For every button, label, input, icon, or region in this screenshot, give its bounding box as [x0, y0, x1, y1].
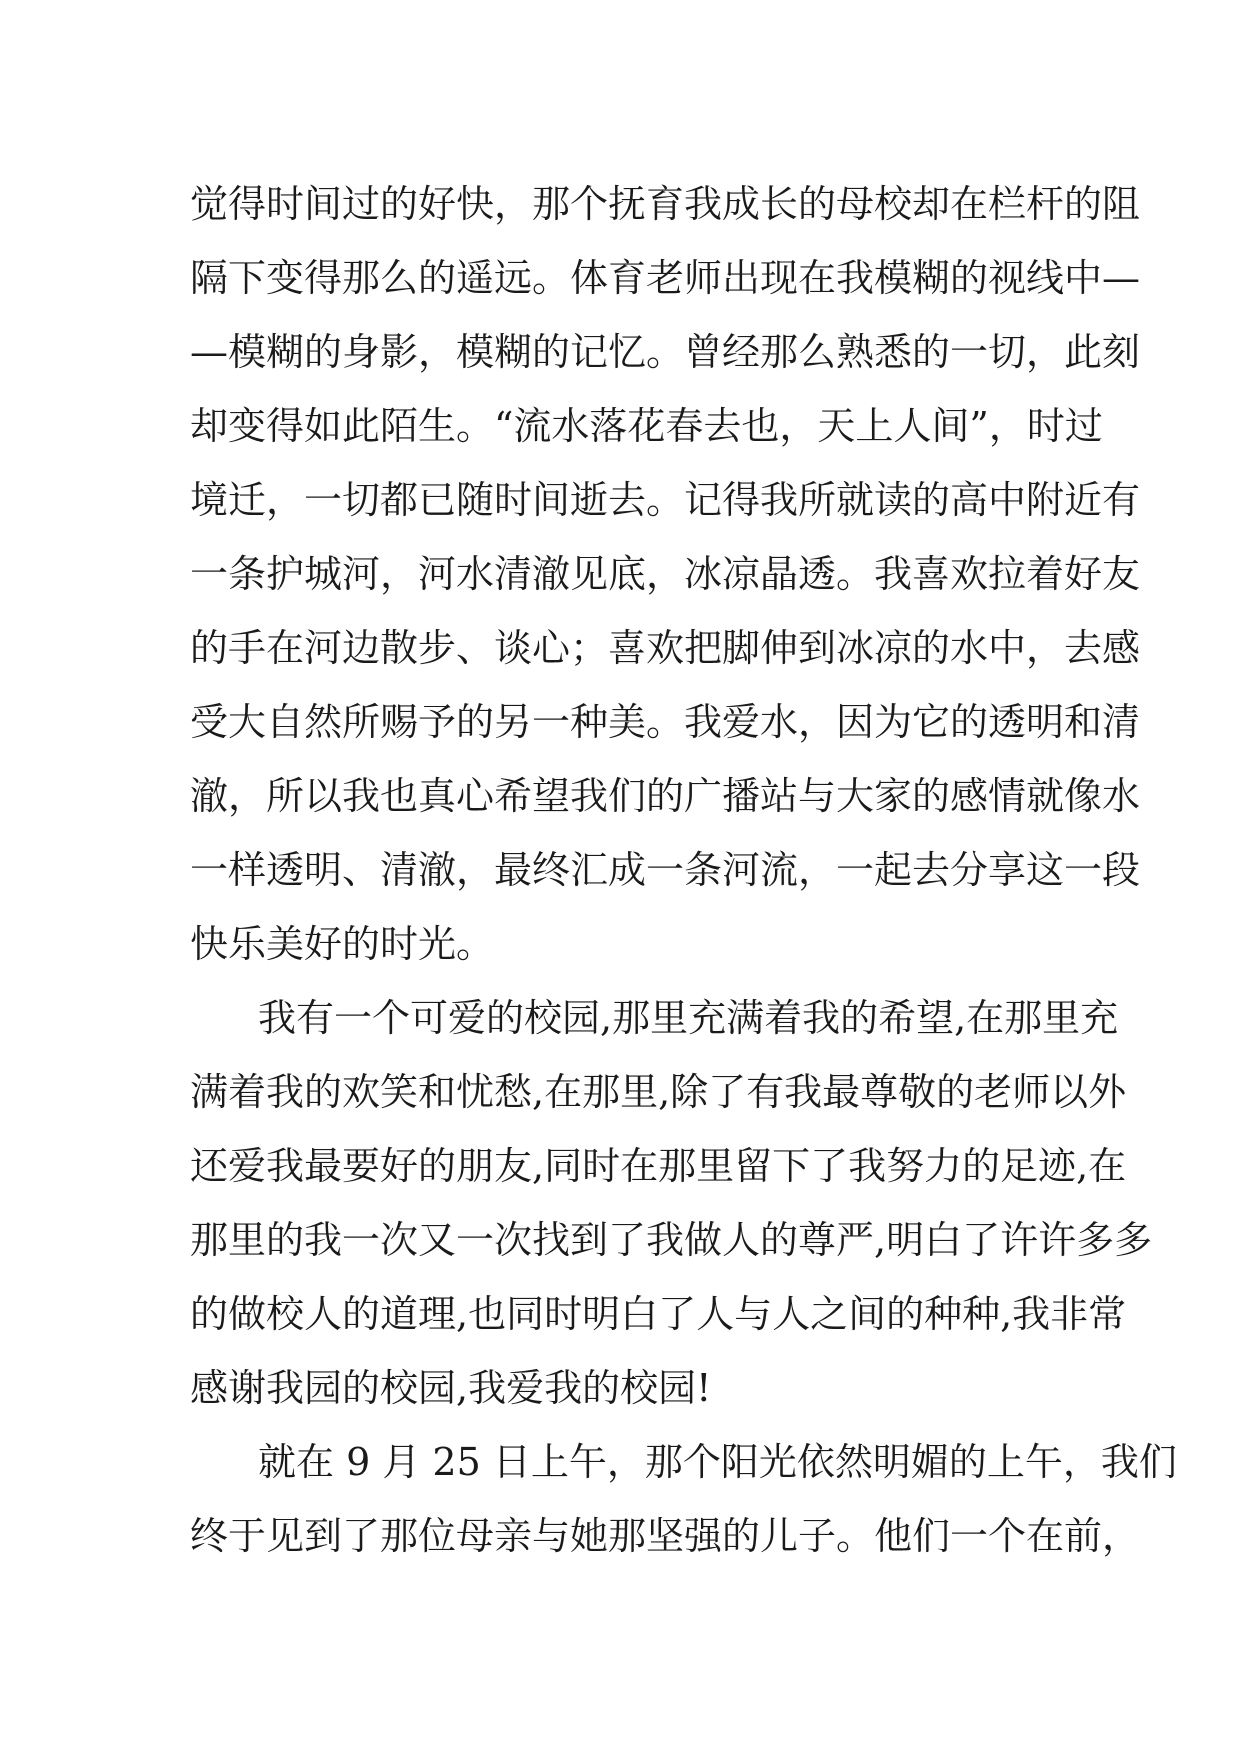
text-line: 满着我的欢笑和忧愁,在那里,除了有我最尊敬的老师以外	[190, 1070, 1127, 1114]
text-line: 的做校人的道理,也同时明白了人与人之间的种种,我非常	[190, 1292, 1127, 1336]
text-line: 终于见到了那位母亲与她那坚强的儿子。他们一个在前，	[190, 1514, 1141, 1558]
text-line: 隔下变得那么的遥远。体育老师出现在我模糊的视线中—	[190, 256, 1141, 300]
text-line: 一条护城河，河水清澈见底，冰凉晶透。我喜欢拉着好友	[190, 552, 1141, 596]
text-line: 却变得如此陌生。“流水落花春去也，天上人间”，时过	[190, 404, 1103, 448]
text-line: 感谢我园的校园,我爱我的校园!	[190, 1366, 712, 1410]
text-line: 那里的我一次又一次找到了我做人的尊严,明白了许许多多	[190, 1218, 1153, 1262]
text-line: 我有一个可爱的校园,那里充满着我的希望,在那里充	[258, 996, 1119, 1040]
text-line: 的手在河边散步、谈心；喜欢把脚伸到冰凉的水中，去感	[190, 626, 1141, 670]
body-text	[190, 167, 1177, 1573]
text-line: 就在 9 月 25 日上午，那个阳光依然明媚的上午，我们	[258, 1440, 1177, 1484]
text-line: 快乐美好的时光。	[190, 922, 495, 966]
text-line: 受大自然所赐予的另一种美。我爱水，因为它的透明和清	[190, 700, 1141, 744]
text-line: 澈，所以我也真心希望我们的广播站与大家的感情就像水	[190, 774, 1141, 818]
text-line: —模糊的身影，模糊的记忆。曾经那么熟悉的一切，此刻	[190, 330, 1141, 374]
text-line: 还爱我最要好的朋友,同时在那里留下了我努力的足迹,在	[190, 1144, 1127, 1188]
text-line: 一样透明、清澈，最终汇成一条河流，一起去分享这一段	[190, 848, 1141, 892]
text-line: 觉得时间过的好快，那个抚育我成长的母校却在栏杆的阻	[190, 182, 1141, 226]
text-line: 境迁，一切都已随时间逝去。记得我所就读的高中附近有	[190, 478, 1141, 522]
